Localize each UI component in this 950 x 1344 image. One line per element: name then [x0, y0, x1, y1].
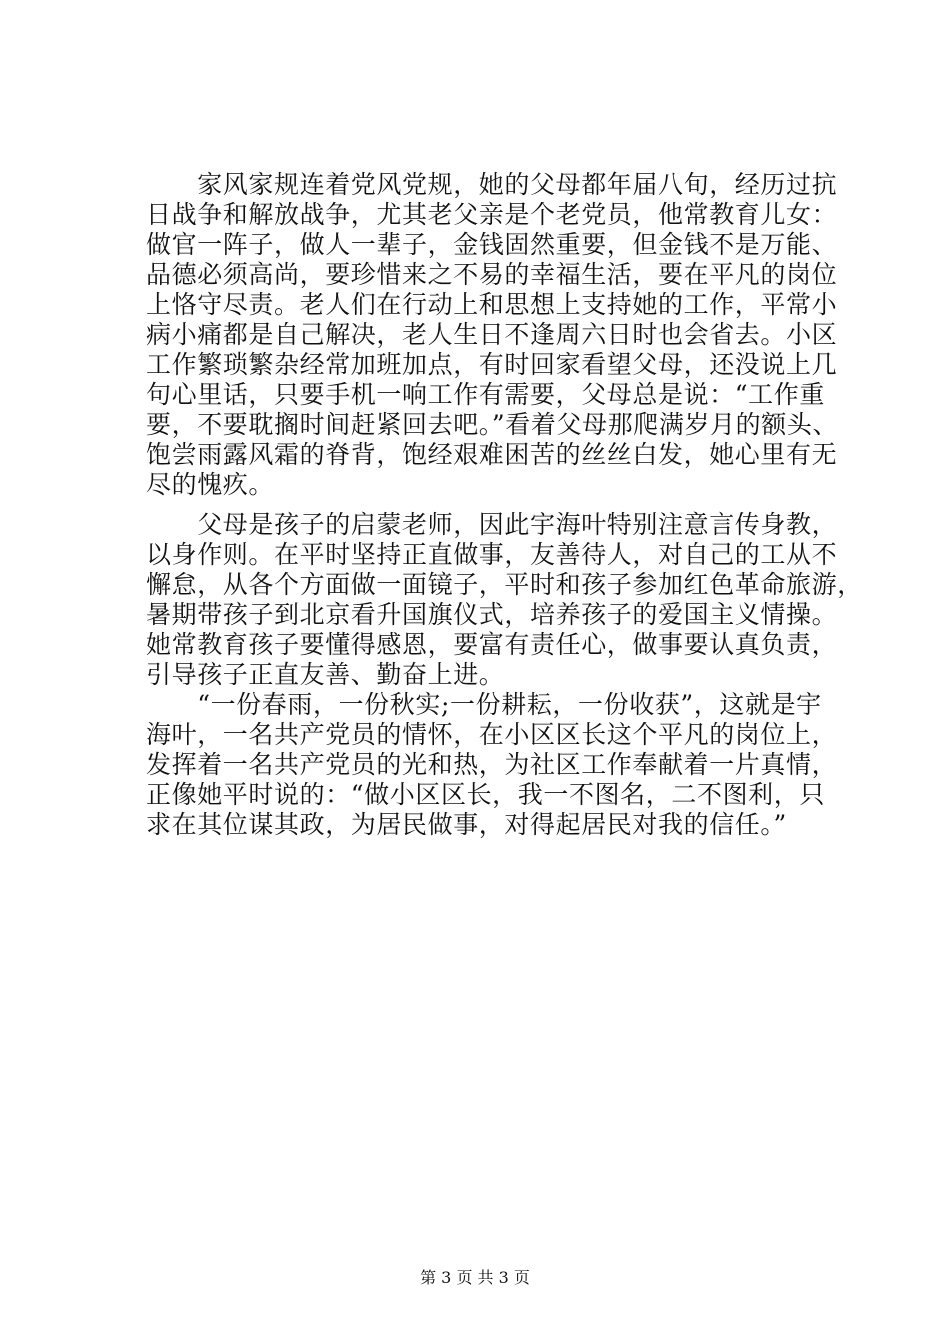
text-line: “一份春雨，一份秋实;一份耕耘，一份收获”，这就是宇 — [146, 690, 822, 719]
text-line: 家风家规连着党风党规，她的父母都年届八旬，经历过抗 — [146, 170, 838, 199]
page-footer: 第 3 页 共 3 页 — [420, 1268, 530, 1287]
text-line: 工作繁琐繁杂经常加班加点，有时回家看望父母，还没说上几 — [146, 350, 838, 379]
text-line: 她常教育孩子要懂得感恩，要富有责任心，做事要认真负责， — [146, 630, 838, 659]
text-line: 句心里话，只要手机一响工作有需要，父母总是说：“工作重 — [146, 380, 825, 409]
text-line: 以身作则。在平时坚持正直做事，友善待人，对自己的工从不 — [146, 540, 838, 569]
text-line: 做官一阵子，做人一辈子，金钱固然重要，但金钱不是万能、 — [146, 230, 838, 259]
text-line: 懈怠，从各个方面做一面镜子，平时和孩子参加红色革命旅游， — [146, 570, 863, 599]
text-line: 饱尝雨露风霜的脊背，饱经艰难困苦的丝丝白发，她心里有无 — [146, 440, 838, 469]
text-line: 海叶，一名共产党员的情怀，在小区区长这个平凡的岗位上， — [146, 720, 838, 749]
text-line: 病小痛都是自己解决，老人生日不逢周六日时也会省去。小区 — [146, 320, 838, 349]
text-line: 暑期带孩子到北京看升国旗仪式，培养孩子的爱国主义情操。 — [146, 600, 838, 629]
text-line: 日战争和解放战争，尤其老父亲是个老党员，他常教育儿女： — [146, 200, 838, 229]
text-line: 求在其位谋其政，为居民做事，对得起居民对我的信任。” — [146, 810, 787, 839]
text-line: 发挥着一名共产党员的光和热，为社区工作奉献着一片真情， — [146, 750, 838, 779]
text-line: 上恪守尽责。老人们在行动上和思想上支持她的工作，平常小 — [146, 290, 838, 319]
text-line: 品德必须高尚，要珍惜来之不易的幸福生活，要在平凡的岗位 — [146, 260, 838, 289]
text-line: 引导孩子正直友善、勤奋上进。 — [146, 660, 505, 689]
text-line: 父母是孩子的启蒙老师，因此宇海叶特别注意言传身教， — [146, 510, 838, 539]
text-line: 尽的愧疚。 — [146, 470, 275, 499]
text-line: 要，不要耽搁时间赶紧回去吧。”看着父母那爬满岁月的额头、 — [146, 410, 839, 439]
text-line: 正像她平时说的：“做小区区长，我一不图名，二不图利，只 — [146, 780, 825, 809]
